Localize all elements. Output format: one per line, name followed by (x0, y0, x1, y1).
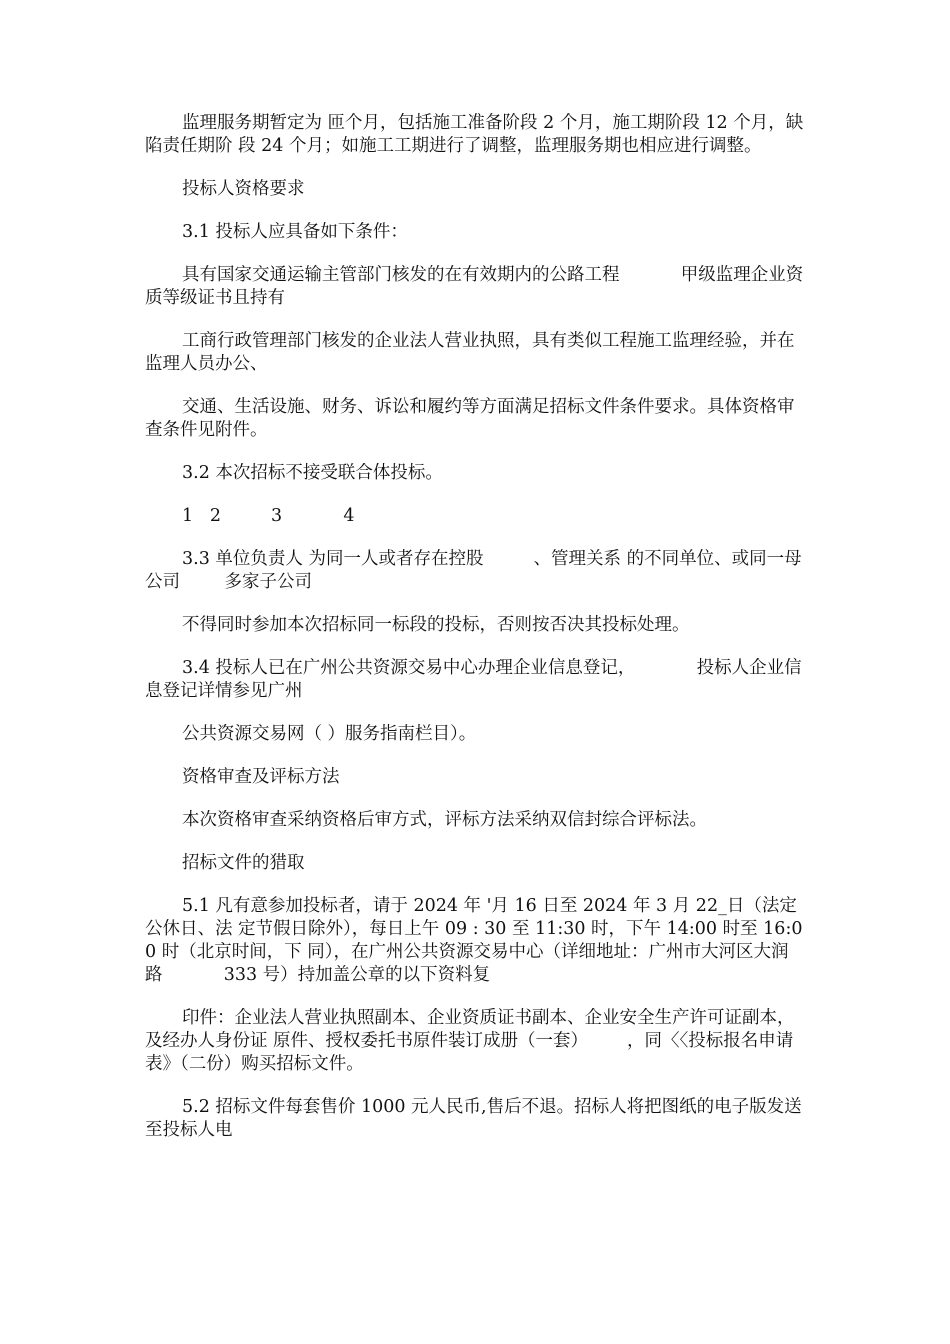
paragraph-rejection-rule: 不得同时参加本次招标同一标段的投标，否则按否决其投标处理。 (182, 615, 690, 635)
paragraph-facilities-requirements: 交通、生活设施、财务、诉讼和履约等方面满足招标文件条件要求。具体资格审查条件见附件。 (145, 397, 795, 440)
paragraph-3-2: 3.2 本次招标不接受联合体投标。 (182, 463, 443, 483)
paragraph-service-guide: 公共资源交易网（ ）服务指南栏目）。 (182, 724, 477, 744)
heading-obtain-documents: 招标文件的猎取 (182, 853, 305, 873)
paragraph-business-license: 工商行政管理部门核发的企业法人营业执照，具有类似工程施工监理经验，并在监理人员办公、 (145, 331, 795, 374)
paragraph-3-3: 3.3 单位负责人 为同一人或者存在控股 、管理关系 的不同单位、或同一母公司 多家子公司 (145, 549, 802, 592)
paragraph-5-1: 5.1 凡有意参加投标者，请于 2024 年 '月 16 日至 2024 年 3 月 22_日（法定公休日、法 定节假日除外），每日上午 09 : 30 至 11:30 时，下午 14:00 时至 16:00 时（北京时间，下 同），在广州公共资源交易中心（详细地址：广州市大河区大润路 333 号）持加盖公章的以下资料复 (145, 896, 803, 985)
heading-evaluation-method: 资格审查及评标方法 (182, 767, 340, 787)
paragraph-service-period: 监理服务期暂定为 匝个月，包括施工准备阶段 2 个月，施工期阶段 12 个月，缺陷责任期阶 段 24 个月；如施工工期进行了调整，监理服务期也相应进行调整。 (145, 113, 804, 156)
heading-bidder-qualification: 投标人资格要求 (182, 179, 305, 199)
paragraph-5-2: 5.2 招标文件每套售价 1000 元人民币,售后不退。招标人将把图纸的电子版发送至投标人电 (145, 1097, 802, 1140)
paragraph-footnote-numbers: 1 2 3 4 (182, 506, 355, 526)
paragraph-3-1: 3.1 投标人应具备如下条件： (182, 222, 408, 242)
paragraph-qualification-certificate: 具有国家交通运输主管部门核发的在有效期内的公路工程 甲级监理企业资质等级证书且持有 (145, 265, 804, 308)
document-page (145, 112, 805, 1162)
paragraph-copies-required: 印件：企业法人营业执照副本、企业资质证书副本、企业安全生产许可证副本，及经办人身份证 原件、授权委托书原件装订成册（一套） ，同〈〈投标报名申请表》（二份）购买招标文件。 (145, 1008, 795, 1074)
paragraph-evaluation-method: 本次资格审查采纳资格后审方式，评标方法采纳双信封综合评标法。 (182, 810, 707, 830)
paragraph-3-4: 3.4 投标人已在广州公共资源交易中心办理企业信息登记， 投标人企业信息登记详情参见广州 (145, 658, 802, 701)
